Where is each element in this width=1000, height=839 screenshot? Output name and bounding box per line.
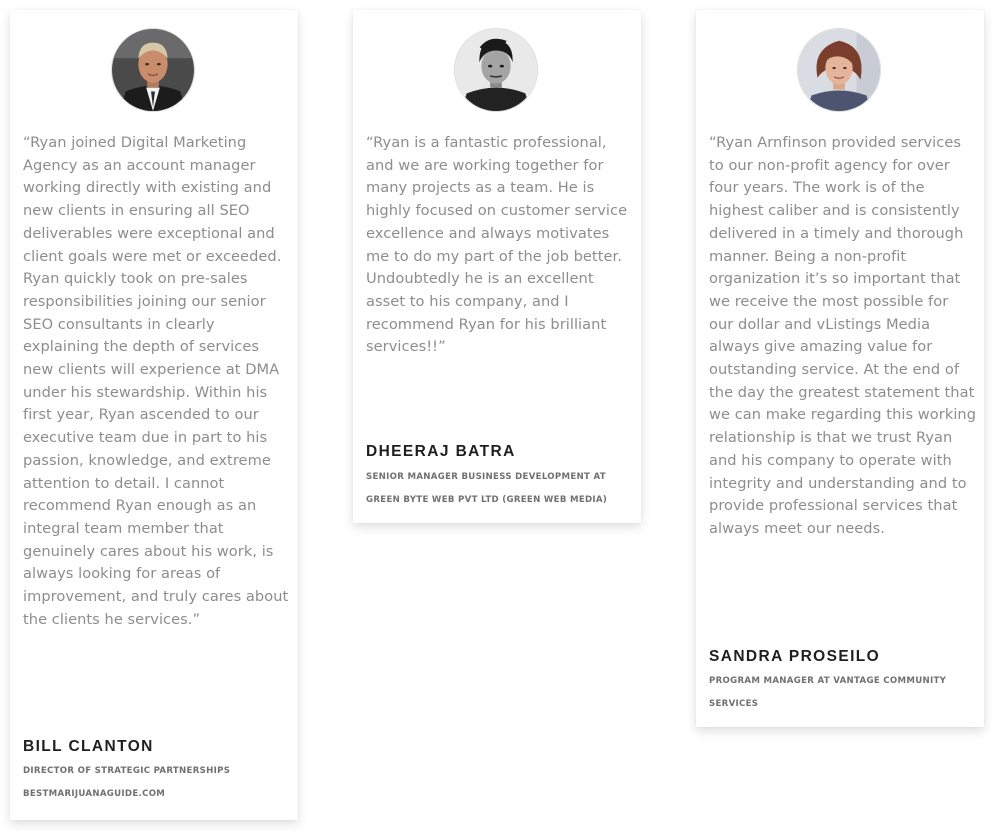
testimonial-quote: “Ryan joined Digital Marketing Agency as an account manager working directly with existing and new clients in ensuring all SEO deliverables were exceptional and client goals were met or exceeded. Ryan quickly took on pre-sales responsibilities joining our senior SEO consultants in clearly explaining the depth of services new clients will experience at DMA under his stewardship. Within his first year, Ryan ascended to our executive team due in part to his passion, knowledge, and extreme attention to detail. I cannot recommend Ryan enough as an integral team member that genuinely cares about his work, is always looking for areas of improvement, and truly cares about the clients he services.” xyxy=(23,134,289,628)
testimonial-author-name: SANDRA PROSEILO xyxy=(709,648,881,665)
testimonial-author-role: DIRECTOR OF STRATEGIC PARTNERSHIPS BESTMARIJUANAGUIDE.COM xyxy=(23,766,231,799)
woman-portrait xyxy=(798,29,880,111)
testimonial-author-name: BILL CLANTON xyxy=(23,738,154,755)
testimonial-quote: “Ryan Arnfinson provided services to our non-profit agency for over four years. The work is of the highest caliber and is consistently delivered in a timely and thorough manner. Being a non-profit organization it’s so important that we receive the most possible for our dollar and vListings Media always give amazing value for outstanding service. At the end of the day the greatest statement that we can make regarding this working relationship is that we trust Ryan and his company to operate with integrity and understanding and to provide professional services that always meet our needs. xyxy=(709,134,977,537)
testimonial-card-bill-clanton xyxy=(10,10,298,820)
testimonial-card-dheeraj-batra xyxy=(353,10,641,523)
testimonial-author-name: DHEERAJ BATRA xyxy=(366,443,516,460)
man-black-and-white-portrait xyxy=(455,29,537,111)
testimonial-author-role: PROGRAM MANAGER AT VANTAGE COMMUNITY SERVICES xyxy=(709,676,947,709)
man-in-suit-portrait xyxy=(112,29,194,111)
testimonial-card-sandra-proseilo xyxy=(696,10,984,727)
testimonial-quote: “Ryan is a fantastic professional, and we are working together for many projects as a team. He is highly focused on customer service excellence and always motivates me to do my part of the job better. Undoubtedly he is an excellent asset to his company, and I recommend Ryan for his brilliant services!!” xyxy=(366,134,628,356)
avatar xyxy=(797,28,881,112)
avatar xyxy=(454,28,538,112)
avatar xyxy=(111,28,195,112)
testimonial-author-role: SENIOR MANAGER BUSINESS DEVELOPMENT AT GREEN BYTE WEB PVT LTD (GREEN WEB MEDIA) xyxy=(366,472,608,505)
